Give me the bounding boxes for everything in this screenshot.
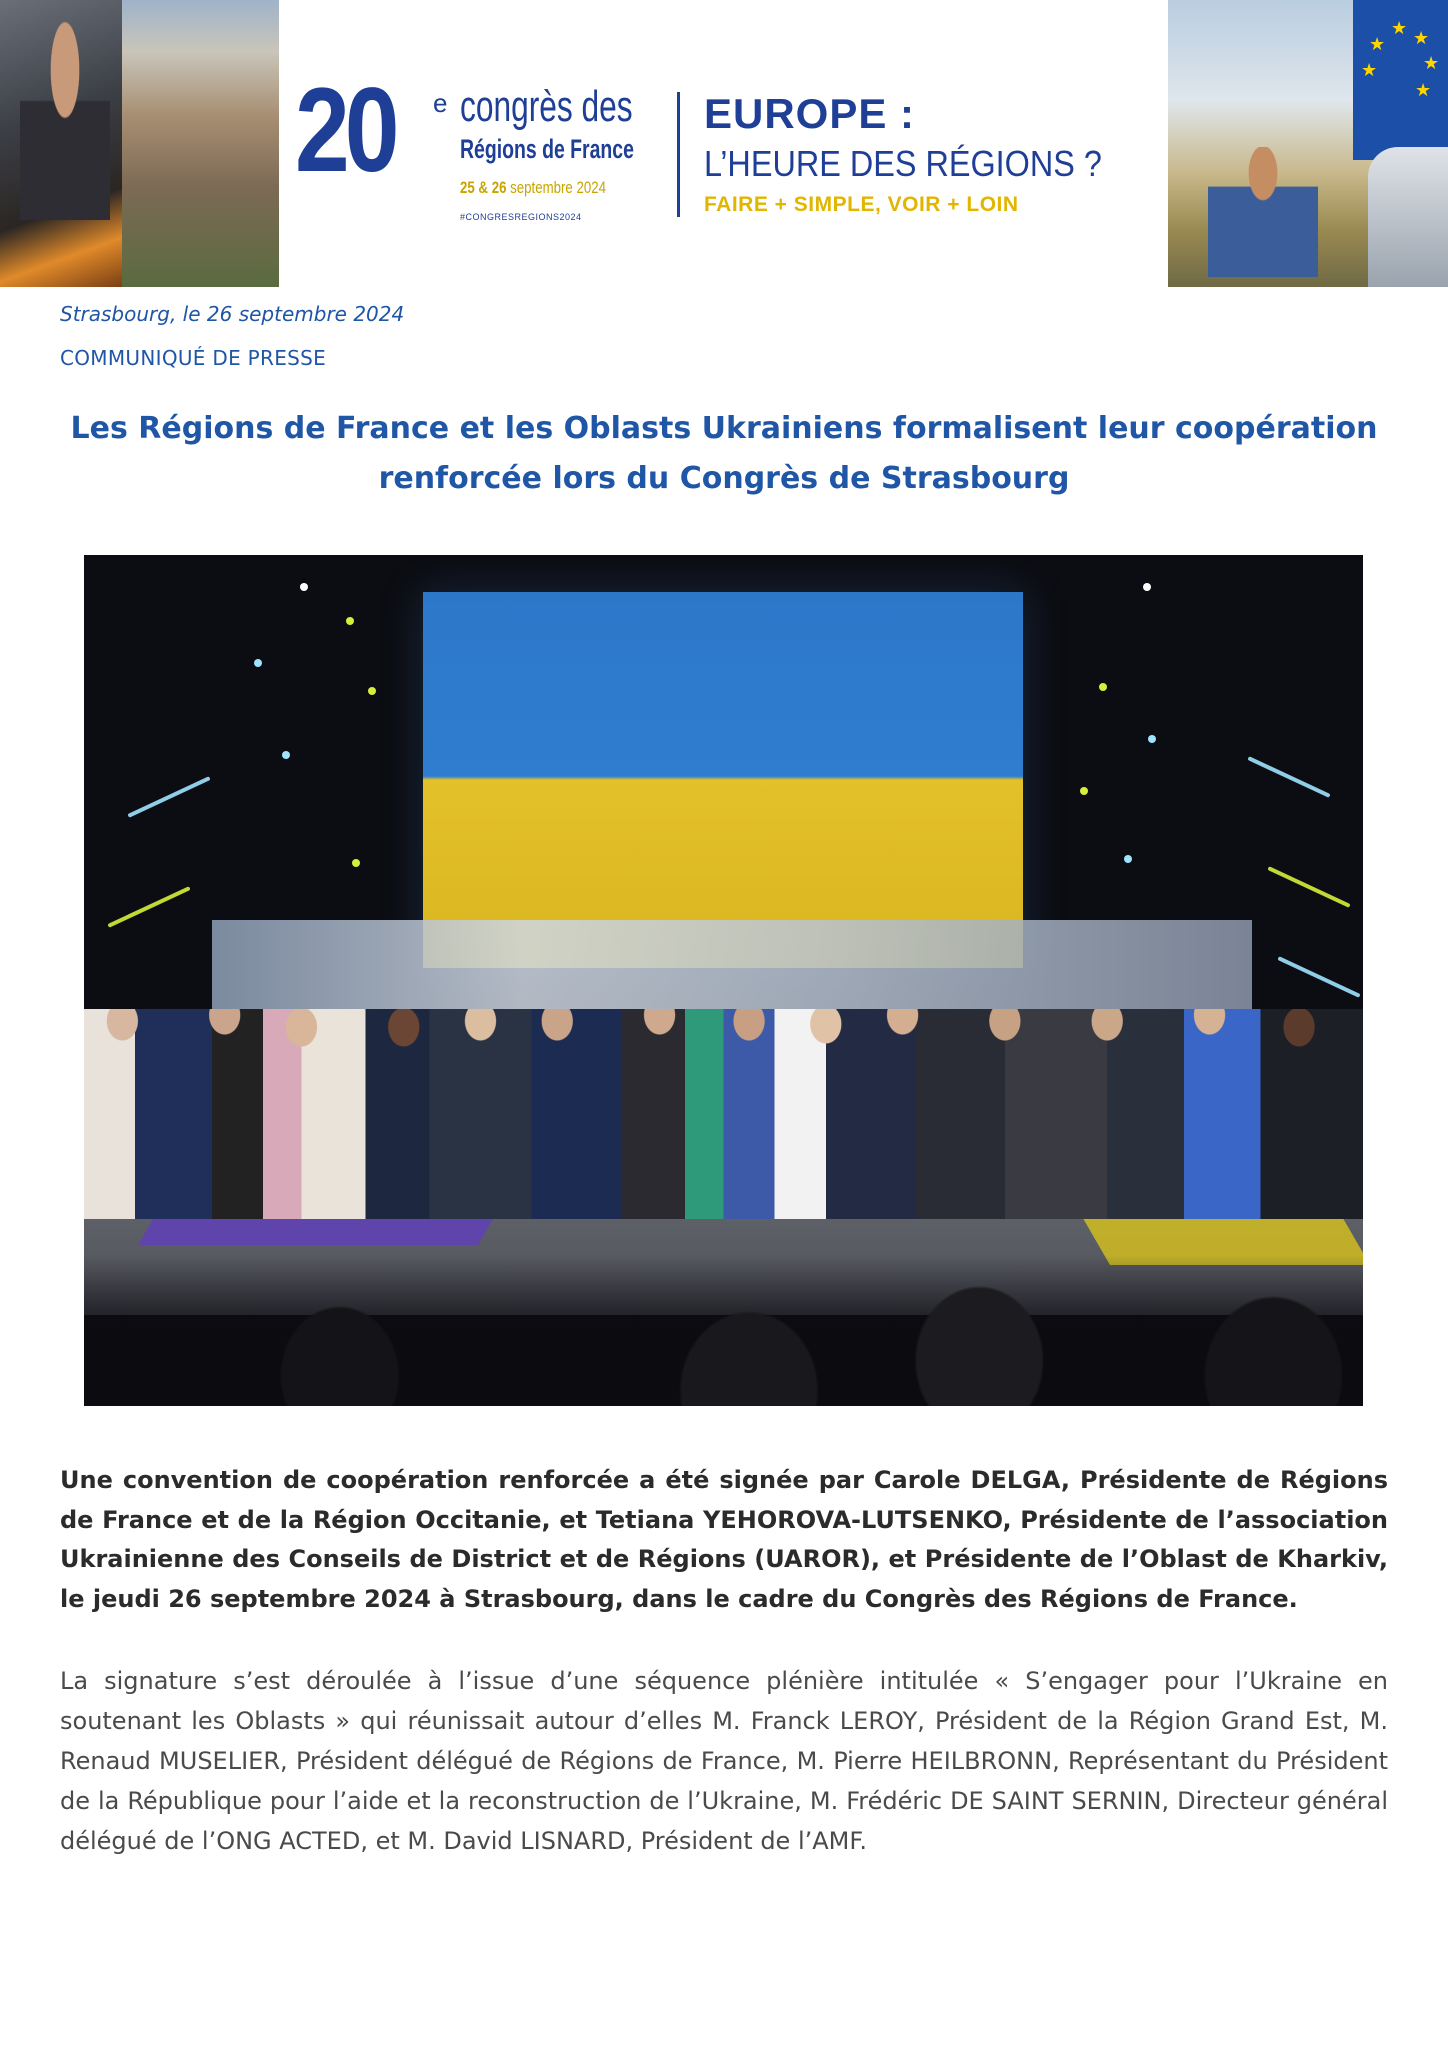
light-beam xyxy=(107,886,190,928)
stage-light xyxy=(300,583,308,591)
lead-paragraph: Une convention de coopération renforcée a été signée par Carole DELGA, Présidente de Régions de France et de la Région Occitanie, et Tetiana YEHOROVA-LUTSENKO, Présidente de l’association Ukrainienne des Conseils de District et de Régions (UAROR), et Présidente de l’Oblast de Kharkiv, le jeudi 26 septembre 2024 à Strasbourg, dans le cadre du Congrès des Régions de France. xyxy=(60,1466,1388,1613)
page-title-line-1: Les Régions de France et les Oblasts Ukrainiens formalisent leur coopération xyxy=(70,411,1378,446)
edition-number: 20 xyxy=(295,63,395,197)
logo-regions: Régions de France xyxy=(460,134,634,164)
body-paragraph: La signature s’est déroulée à l’issue d’une séquence plénière intitulée « S’engager pour l’Ukraine en soutenant les Oblasts » qui réunissait autour d’elles M. Franck LEROY, Président de la Région Grand Est, M. Renaud MUSELIER, Président délégué de Régions de France, M. Pierre HEILBRONN, Représentant du Président de la République pour l’aide et la reconstruction de l’Ukraine, M. Frédéric DE SAINT SERNIN, Directeur général délégué de l’ONG ACTED, et M. David LISNARD, Président de l’AMF. xyxy=(60,1667,1388,1855)
logo-hashtag: #CONGRESREGIONS2024 xyxy=(460,212,582,222)
theme-tagline: FAIRE + SIMPLE, VOIR + LOIN xyxy=(704,193,1019,216)
congress-logo xyxy=(279,0,1168,287)
audience-foreground xyxy=(84,1255,1363,1406)
logo-dates xyxy=(460,178,606,198)
logo-dates-month: septembre 2024 xyxy=(510,178,606,197)
edition-suffix: e xyxy=(433,88,448,118)
banner-photo-strasbourg xyxy=(122,0,279,287)
stage-light xyxy=(1148,735,1156,743)
theme-title: EUROPE : xyxy=(704,90,916,137)
light-beam xyxy=(1267,866,1350,908)
stage-light xyxy=(1099,683,1107,691)
banner-photo-glassblower xyxy=(0,0,122,287)
stage-light xyxy=(254,659,262,667)
logo-congres: congrès des xyxy=(460,82,633,131)
light-beam xyxy=(1277,956,1360,998)
page-title xyxy=(60,404,1388,504)
star-icon: ★ xyxy=(1413,28,1430,49)
ukraine-flag-screen xyxy=(423,592,1023,968)
logo-divider xyxy=(677,92,680,217)
child-figure xyxy=(1208,147,1318,277)
glassblower-figure xyxy=(20,20,110,220)
stage-light xyxy=(1080,787,1088,795)
tram-front xyxy=(1368,147,1448,287)
stage-light xyxy=(352,859,360,867)
group-photo xyxy=(84,555,1363,1406)
stage-light xyxy=(368,687,376,695)
light-beam xyxy=(1247,756,1330,798)
banner-photo-balloons xyxy=(1168,0,1448,287)
star-icon: ★ xyxy=(1415,80,1432,101)
stage-light xyxy=(282,751,290,759)
star-icon: ★ xyxy=(1361,60,1378,81)
dateline: Strasbourg, le 26 septembre 2024 xyxy=(60,302,405,326)
page-title-line-2: renforcée lors du Congrès de Strasbourg xyxy=(378,461,1070,496)
star-icon: ★ xyxy=(1423,53,1440,74)
document-kind: COMMUNIQUÉ DE PRESSE xyxy=(60,346,327,370)
light-beam xyxy=(127,776,210,818)
eu-flag xyxy=(1353,0,1448,160)
stage-light xyxy=(1124,855,1132,863)
theme-subtitle: L’HEURE DES RÉGIONS ? xyxy=(704,143,1102,184)
stage-light xyxy=(346,617,354,625)
star-icon: ★ xyxy=(1369,34,1386,55)
logo-dates-days: 25 & 26 xyxy=(460,178,507,197)
congress-banner xyxy=(0,0,1448,287)
star-icon: ★ xyxy=(1391,18,1408,39)
stage-light xyxy=(1143,583,1151,591)
